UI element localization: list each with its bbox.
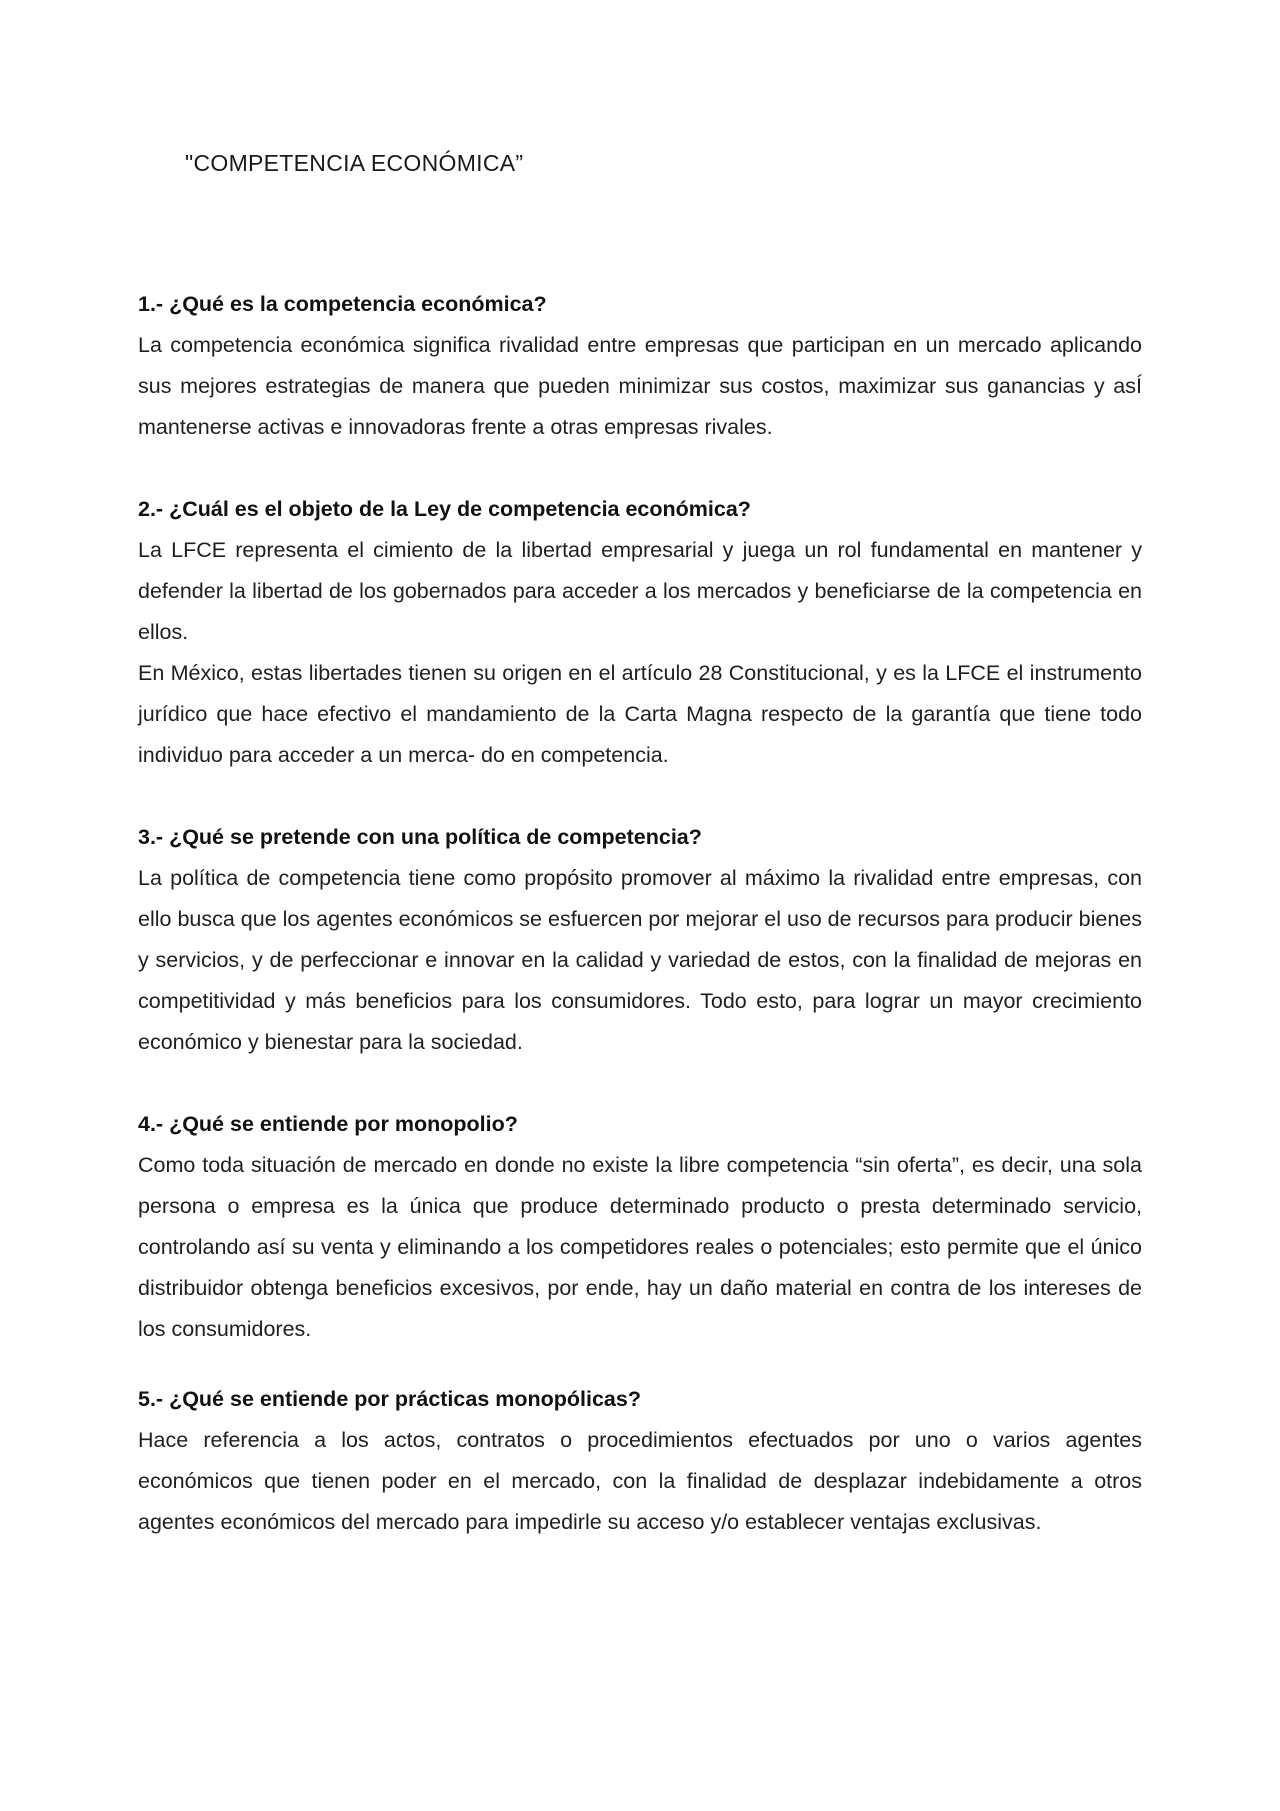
answer-paragraph: La LFCE representa el cimiento de la libertad empresarial y juega un rol fundamental en mantener y defender la libertad de los gobernados para acceder a los mercados y beneficiarse de la competencia en ellos. [138, 538, 1142, 644]
document-body [138, 284, 1142, 1543]
answer-paragraph: En México, estas libertades tienen su origen en el artículo 28 Constitucional, y es la LFCE el instrumento jurídico que hace efectivo el mandamiento de la Carta Magna respecto de la garantía que tiene todo individuo para acceder a un merca- do en competencia. [138, 661, 1142, 767]
question-heading: 2.- ¿Cuál es el objeto de la Ley de competencia económica? [138, 497, 751, 521]
answer-paragraph: La política de competencia tiene como propósito promover al máximo la rivalidad entre empresas, con ello busca que los agentes económicos se esfuercen por mejorar el uso de recursos para producir bienes y servicios, y de perfeccionar e innovar en la calidad y variedad de estos, con la finalidad de mejoras en competitividad y más beneficios para los consumidores. Todo esto, para lograr un mayor crecimiento económico y bienestar para la sociedad. [138, 866, 1142, 1054]
question-heading: 4.- ¿Qué se entiende por monopolio? [138, 1112, 518, 1136]
question-heading: 5.- ¿Qué se entiende por prácticas monopólicas? [138, 1387, 641, 1411]
question-heading: 1.- ¿Qué es la competencia económica? [138, 292, 547, 316]
section-4 [138, 1104, 1142, 1350]
document-title: "COMPETENCIA ECONÓMICA” [185, 150, 524, 176]
section-5 [138, 1379, 1142, 1543]
section-2 [138, 489, 1142, 776]
section-3 [138, 817, 1142, 1063]
answer-paragraph: La competencia económica significa rivalidad entre empresas que participan en un mercado aplicando sus mejores estrategias de manera que pueden minimizar sus costos, maximizar sus ganancias y asÍ mantenerse activas e innovadoras frente a otras empresas rivales. [138, 333, 1142, 439]
section-1 [138, 284, 1142, 448]
answer-paragraph: Como toda situación de mercado en donde no existe la libre competencia “sin oferta”, es decir, una sola persona o empresa es la única que produce determinado producto o presta determinado servicio, controlando así su venta y eliminando a los competidores reales o potenciales; esto permite que el único distribuidor obtenga beneficios excesivos, por ende, hay un daño material en contra de los intereses de los consumidores. [138, 1153, 1142, 1341]
answer-paragraph: Hace referencia a los actos, contratos o procedimientos efectuados por uno o varios agentes económicos que tienen poder en el mercado, con la finalidad de desplazar indebidamente a otros agentes económicos del mercado para impedirle su acceso y/o establecer ventajas exclusivas. [138, 1428, 1142, 1534]
question-heading: 3.- ¿Qué se pretende con una política de competencia? [138, 825, 702, 849]
